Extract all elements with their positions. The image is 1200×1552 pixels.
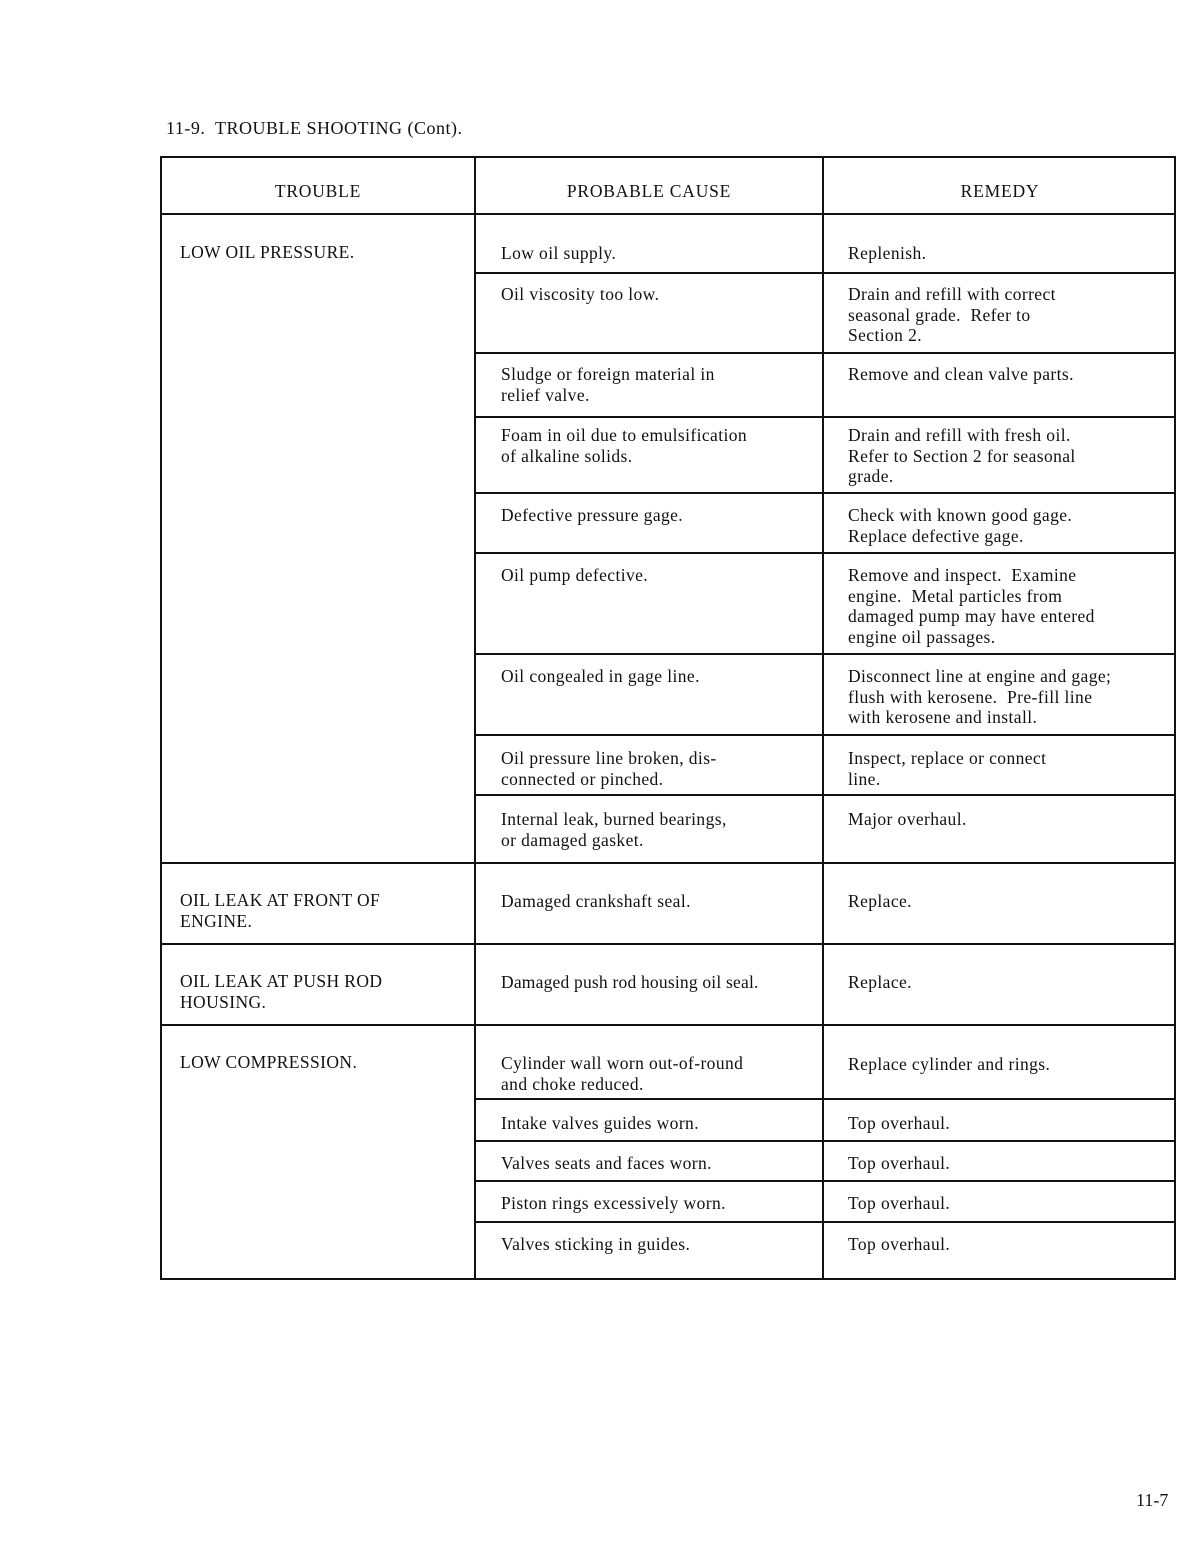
trouble-cell: OIL LEAK AT FRONT OF ENGINE.	[180, 890, 381, 931]
remedy-cell: Inspect, replace or connect line.	[848, 748, 1047, 789]
remedy-cell: Remove and inspect. Examine engine. Metal particles from damaged pump may have entered engine oil passages.	[848, 565, 1095, 647]
remedy-cell: Top overhaul.	[848, 1234, 951, 1254]
header-probable-cause: PROBABLE CAUSE	[566, 181, 732, 201]
header-trouble: TROUBLE	[274, 181, 362, 201]
row-rule	[474, 1098, 1174, 1100]
remedy-cell: Replace.	[848, 972, 912, 992]
trouble-shooting-table	[160, 156, 1176, 1280]
row-rule	[474, 352, 1174, 354]
group-rule	[162, 862, 1174, 864]
cause-cell: Oil pressure line broken, dis- connected or pinched.	[501, 748, 717, 789]
trouble-cell: LOW OIL PRESSURE.	[180, 242, 355, 262]
remedy-cell: Top overhaul.	[848, 1153, 951, 1173]
row-rule	[474, 272, 1174, 274]
row-rule	[474, 653, 1174, 655]
cause-cell: Internal leak, burned bearings, or damaged gasket.	[501, 809, 727, 850]
column-divider	[822, 158, 824, 1278]
cause-cell: Low oil supply.	[501, 243, 617, 263]
remedy-cell: Replace cylinder and rings.	[848, 1054, 1051, 1074]
remedy-cell: Major overhaul.	[848, 809, 967, 829]
cause-cell: Foam in oil due to emulsification of alkaline solids.	[501, 425, 748, 466]
cause-cell: Valves seats and faces worn.	[501, 1153, 712, 1173]
row-rule	[474, 794, 1174, 796]
row-rule	[474, 416, 1174, 418]
row-rule	[474, 1140, 1174, 1142]
remedy-cell: Disconnect line at engine and gage; flush with kerosene. Pre-fill line with kerosene and install.	[848, 666, 1112, 727]
remedy-cell: Top overhaul.	[848, 1113, 951, 1133]
trouble-cell: OIL LEAK AT PUSH ROD HOUSING.	[180, 971, 383, 1012]
group-rule	[162, 1024, 1174, 1026]
cause-cell: Intake valves guides worn.	[501, 1113, 699, 1133]
cause-cell: Oil pump defective.	[501, 565, 649, 585]
group-rule	[162, 943, 1174, 945]
section-heading: 11-9. TROUBLE SHOOTING (Cont).	[166, 118, 463, 138]
cause-cell: Oil congealed in gage line.	[501, 666, 700, 686]
column-divider	[474, 158, 476, 1278]
trouble-cell: LOW COMPRESSION.	[180, 1052, 358, 1072]
cause-cell: Damaged push rod housing oil seal.	[501, 972, 759, 992]
remedy-cell: Drain and refill with correct seasonal grade. Refer to Section 2.	[848, 284, 1056, 345]
page-number: 11-7	[1136, 1490, 1169, 1510]
remedy-cell: Replenish.	[848, 243, 927, 263]
cause-cell: Sludge or foreign material in relief valve.	[501, 364, 715, 405]
cause-cell: Piston rings excessively worn.	[501, 1193, 726, 1213]
cause-cell: Damaged crankshaft seal.	[501, 891, 691, 911]
row-rule	[474, 1180, 1174, 1182]
remedy-cell: Remove and clean valve parts.	[848, 364, 1074, 384]
row-rule	[474, 734, 1174, 736]
cause-cell: Valves sticking in guides.	[501, 1234, 691, 1254]
row-rule	[474, 492, 1174, 494]
cause-cell: Cylinder wall worn out-of-round and choke reduced.	[501, 1053, 744, 1094]
header-remedy: REMEDY	[960, 181, 1040, 201]
remedy-cell: Drain and refill with fresh oil. Refer to Section 2 for seasonal grade.	[848, 425, 1076, 486]
remedy-cell: Replace.	[848, 891, 912, 911]
remedy-cell: Top overhaul.	[848, 1193, 951, 1213]
row-rule	[474, 1221, 1174, 1223]
remedy-cell: Check with known good gage. Replace defective gage.	[848, 505, 1073, 546]
header-rule	[162, 213, 1174, 215]
row-rule	[474, 552, 1174, 554]
cause-cell: Oil viscosity too low.	[501, 284, 660, 304]
cause-cell: Defective pressure gage.	[501, 505, 684, 525]
